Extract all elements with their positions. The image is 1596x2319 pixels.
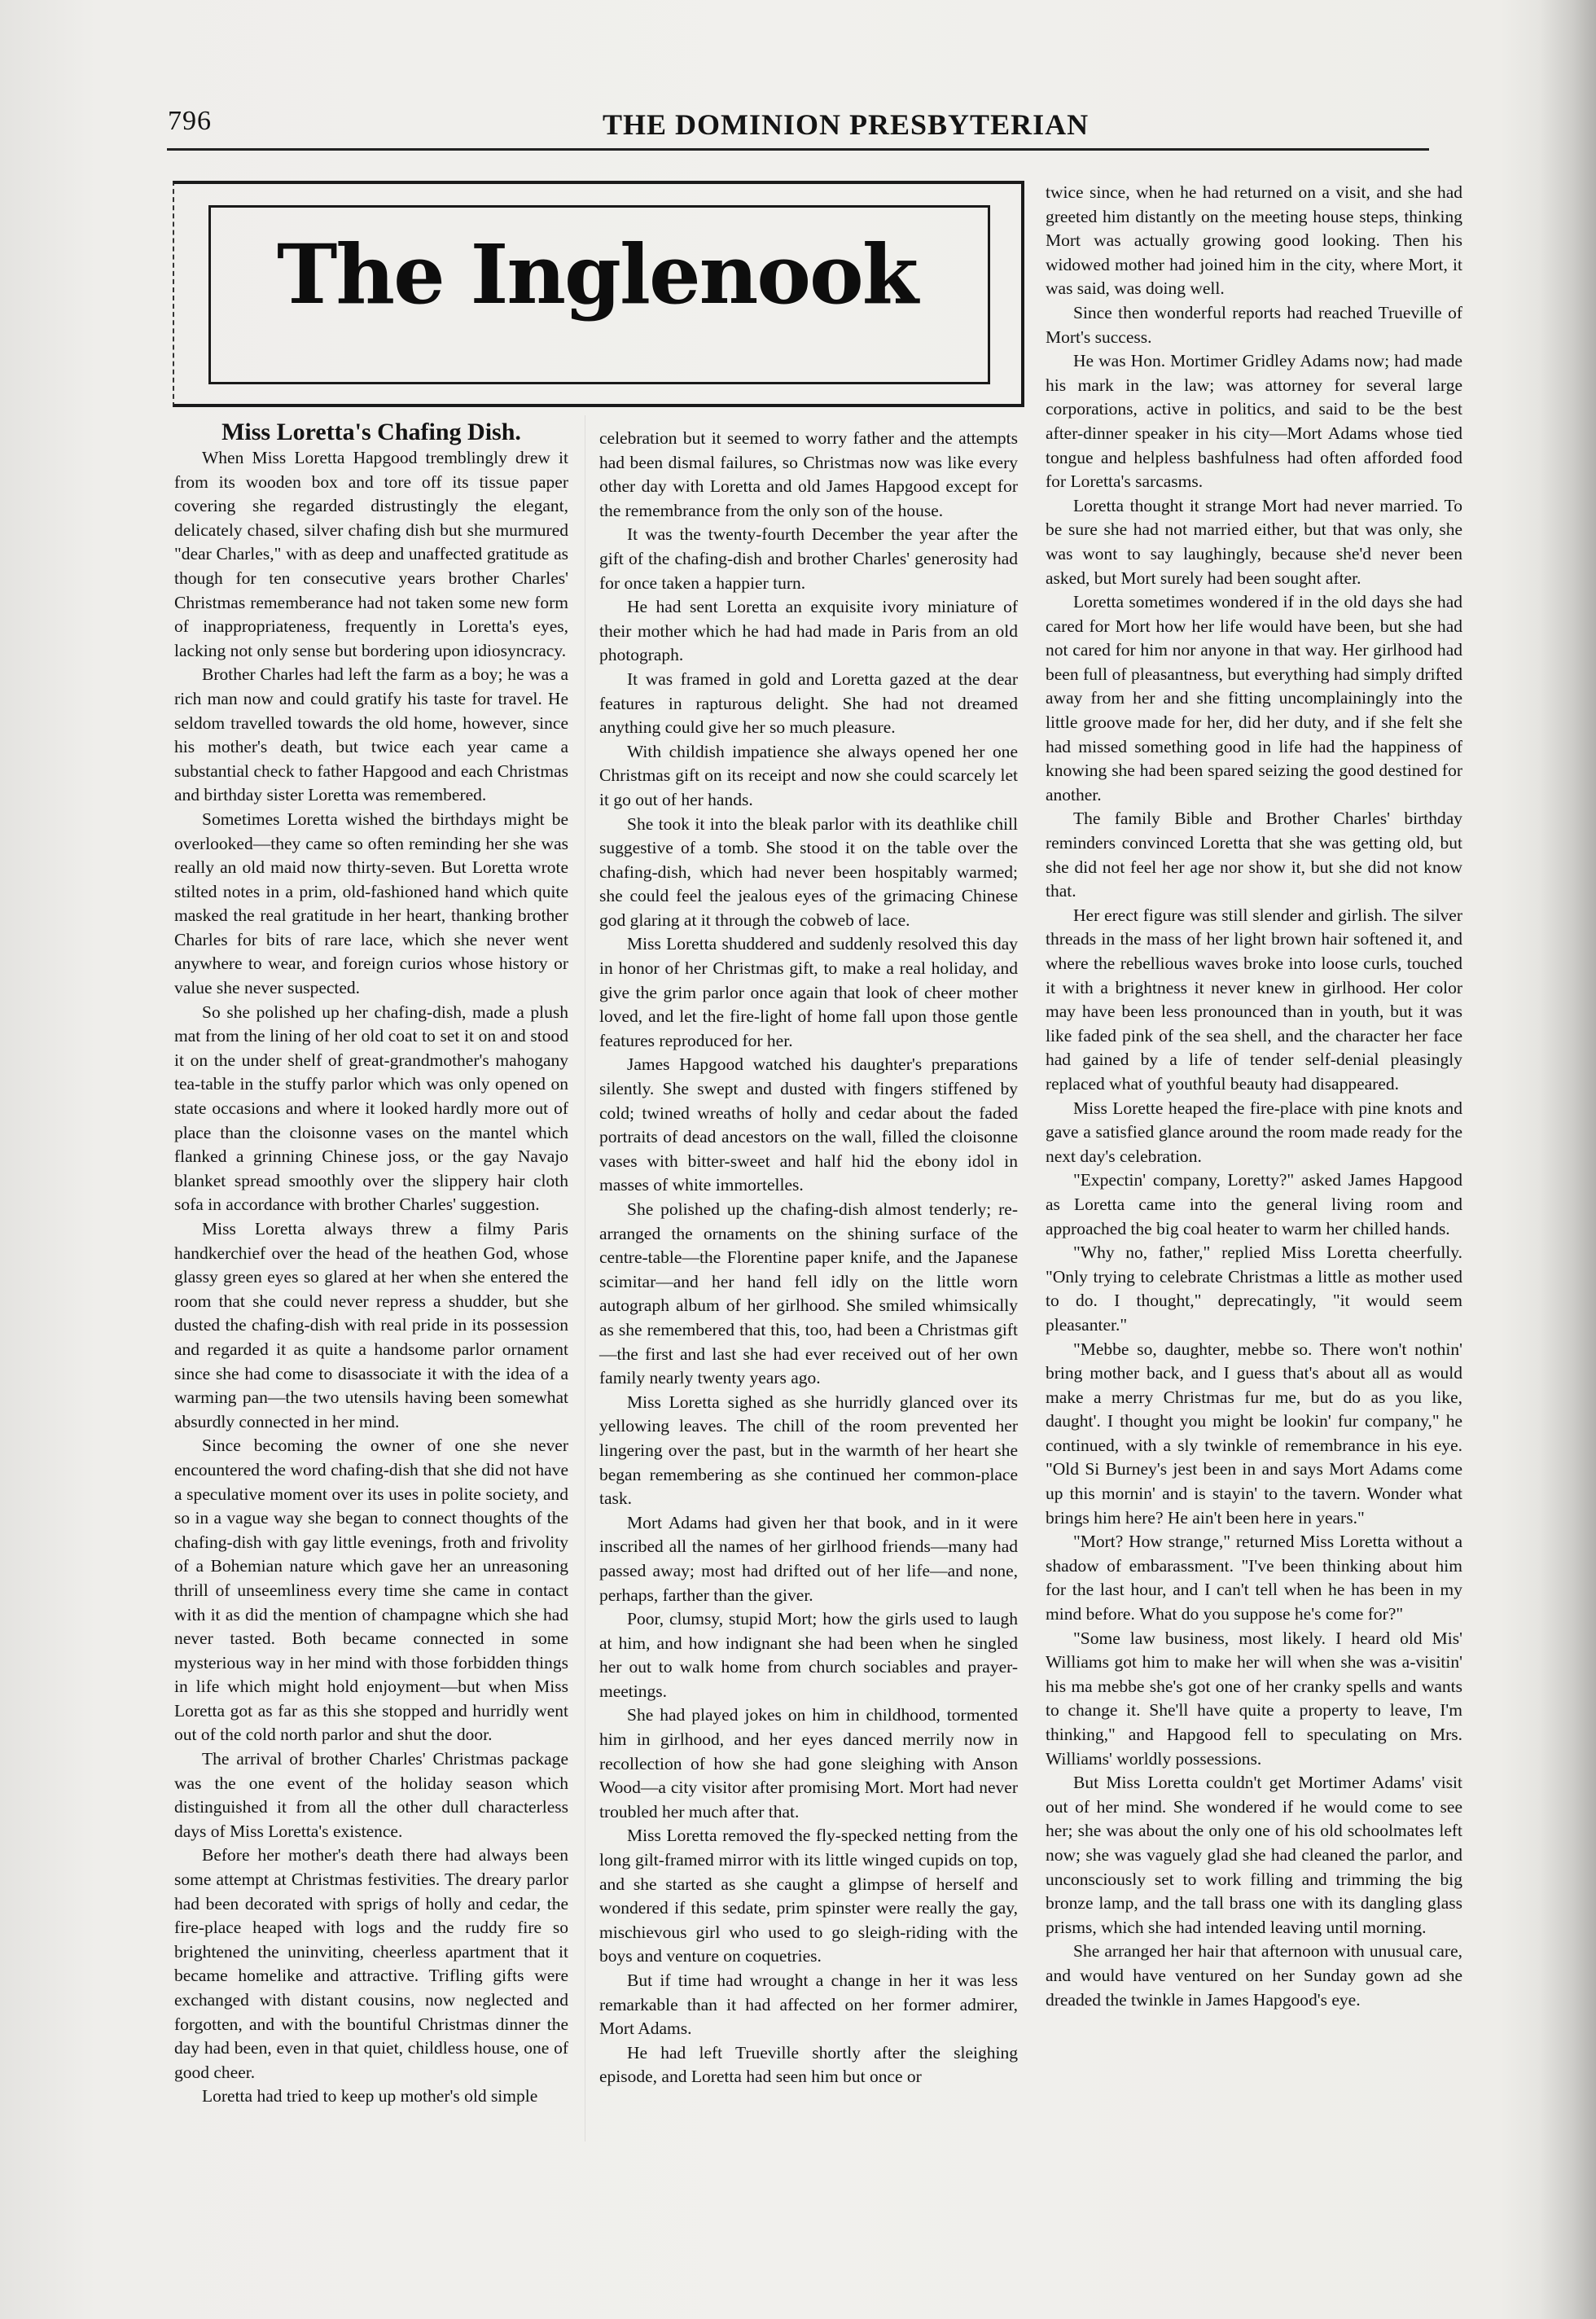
paragraph: Mort Adams had given her that book, and in it were inscribed all the names of her girlhood friends—many had passed away; most had drifted out of her life—and none, perhaps, farther than the giver. — [599, 1512, 1018, 1605]
paragraph: Her erect figure was still slender and girlish. The silver threads in the mass of her light brown hair softened it, and where the rebellious waves broke into loose curls, touched it with a brightness it never knew in girlhood. Her color may have been less pronounced than in youth, but it was like faded pink of the sea shell, and the character her face had gained by a life of tender self-denial pleasingly replaced what of youthful beauty had disappeared. — [1046, 905, 1462, 1094]
header-rule — [167, 148, 1429, 151]
paragraph: Miss Loretta removed the fly-specked netting from the long gilt-framed mirror with its little winged cupids on top, and she started as she caught a glimpse of herself and wondered if this sedate, prim spinster were really the gay, mischievous girl who used to go sleigh-riding with the boys and venture on coquetries. — [599, 1826, 1018, 1966]
paragraph: celebration but it seemed to worry father and the attempts had been dismal failures, so Christmas now was like every other day with Loretta and old James Hapgood except for the remembrance from the only son of the house. — [599, 428, 1018, 520]
paragraph: Loretta sometimes wondered if in the old days she had cared for Mort how her life would have been, but she had not cared for him nor anyone in that way. Her girlhood had been full of pleasantness, but everything had simply drifted away from her and she fitting uncomplainingly into the little groove made for her, did her duty, and if she felt she had missed something good in life had the happiness of knowing she had been spared seizing the good destined for another. — [1046, 592, 1462, 804]
paragraph: "Mebbe so, daughter, mebbe so. There won't nothin' bring mother back, and I guess that's about all as would make a merry Christmas fur me, but do as you like, daught'. I thought you might be lookin' fur company," he continued, with a sly twinkle of remembrance in his eye. "Old Si Burney's jest been in and says Mort Adams come up this mornin' and is stayin' to the tavern. Wonder what brings him here? He ain't been here in years." — [1046, 1339, 1462, 1528]
paragraph: Miss Loretta shuddered and suddenly resolved this day in honor of her Christmas gift, to make a real holiday, and give the grim parlor once again that look of cheer mother loved, and let the fire-light of home fall upon those gentle features reproduced for her. — [599, 934, 1018, 1050]
paragraph: So she polished up her chafing-dish, made a plush mat from the lining of her old coat to set it on and stood it on the under shelf of great-grandmother's mahogany tea-table in the stuffy parlor which was only opened on state occasions and where it looked hardly more out of place than the cloisonne vases on the mantel which flanked a grinning Chinese joss, or the gay Navajo blanket spread smoothly over the slippery hair cloth sofa in accordance with brother Charles' suggestion. — [174, 1002, 568, 1215]
paragraph: Loretta thought it strange Mort had never married. To be sure she had not married either, but that was only, she was wont to say laughingly, because she'd never been asked, but Mort surely had been sought after. — [1046, 495, 1462, 588]
paragraph: Brother Charles had left the farm as a boy; he was a rich man now and could gratify his taste for travel. He seldom travelled towards the old home, however, since his mother's death, but twice each year came a substantial check to father Hapgood and each Christmas and birthday sister Loretta was remembered. — [174, 664, 568, 805]
text-column-3 — [1046, 181, 1462, 2012]
paragraph: Since then wonderful reports had reached Trueville of Mort's success. — [1046, 302, 1462, 347]
section-title: The Inglenook — [277, 226, 917, 322]
paragraph: When Miss Loretta Hapgood tremblingly drew it from its wooden box and tore off its tissue paper covering she regarded distrustingly the elegant, delicately chased, silver chafing dish but she murmured "dear Charles," with as deep and unaffected gratitude as though for ten consecutive years brother Charles' Christmas rememberance had not taken some new form of inappropriateness, frequently in Loretta's eyes, lacking not only sense but bordering upon idiosyncracy. — [174, 448, 568, 660]
paragraph: He had sent Loretta an exquisite ivory miniature of their mother which he had had made in Paris from an old photograph. — [599, 597, 1018, 665]
paragraph: She had played jokes on him in childhood, tormented him in girlhood, and her eyes danced merrily now in recollection of how she had gone sleighing with Anson Wood—a city visitor after promising Mort. Mort had never troubled her much after that. — [599, 1705, 1018, 1821]
paragraph: She polished up the chafing-dish almost tenderly; re-arranged the ornaments on the shining surface of the centre-table—the Florentine paper knife, and the Japanese scimitar—and her hand fell idly on the little worn autograph album of her girlhood. She smiled whimsically as she remembered that this, too, had been a Christmas gift—the first and last she had ever received out of her own family nearly twenty years ago. — [599, 1199, 1018, 1388]
paragraph: Poor, clumsy, stupid Mort; how the girls used to laugh at him, and how indignant she had been when he singled her out to walk home from church sociables and prayer-meetings. — [599, 1609, 1018, 1701]
paragraph: Loretta had tried to keep up mother's old simple — [202, 2086, 538, 2106]
paragraph: James Hapgood watched his daughter's preparations silently. She swept and dusted with fingers stiffened by cold; twined wreaths of holly and cedar about the faded portraits of dead ancestors on the wall, filled the cloisonne vases with bitter-sweet and half hid the ebony idol in masses of white immortelles. — [599, 1054, 1018, 1195]
paragraph: She arranged her hair that afternoon with unusual care, and would have ventured on her Sunday gown ad she dreaded the twinkle in James Hapgood's eye. — [1046, 1941, 1462, 2010]
paragraph: He had left Trueville shortly after the sleighing episode, and Loretta had seen him but once or — [599, 2042, 1018, 2087]
text-column-2 — [599, 427, 1018, 2089]
page-number: 796 — [168, 106, 212, 136]
paragraph: It was framed in gold and Loretta gazed at the dear features in rapturous delight. She had not dreamed anything could give her so much pleasure. — [599, 669, 1018, 738]
paragraph: Before her mother's death there had always been some attempt at Christmas festivities. The dreary parlor had been decorated with sprigs of holly and cedar, the fire-place heaped with logs and the ruddy fire so brightened the uninviting, cheerless apartment that it became homelike and attractive. Trifling gifts were exchanged with distant cousins, now neglected and forgotten, and with the bountiful Christmas dinner the day had been, even in that quiet, childless house, one of good cheer. — [174, 1845, 568, 2082]
page-edge-shadow — [1539, 0, 1596, 2319]
paragraph: She took it into the bleak parlor with its deathlike chill suggestive of a tomb. She stood it on the table over the chafing-dish, which had never been hospitably warmed; she could feel the jealous eyes of the grimacing Chinese god glaring at it through the cobweb of lace. — [599, 813, 1018, 930]
paragraph: Sometimes Loretta wished the birthdays might be overlooked—they came so often reminding her she was really an old maid now thirty-seven. But Loretta wrote stilted notes in a prim, old-fashioned hand which quite masked the real gratitude in her heart, thanking brother Charles for bits of rare lace, which she never went anywhere to wear, and foreign curios whose history or value she never suspected. — [174, 809, 568, 998]
paragraph: Miss Loretta always threw a filmy Paris handkerchief over the head of the heathen God, whose glassy green eyes so glared at her when she entered the room that she could never repress a shudder, but she dusted the chafing-dish with real pride in its possession and regarded it as quite a handsome parlor ornament since she had come to disassociate it with the idea of a warming pan—the two utensils having been somewhat absurdly connected in her mind. — [174, 1219, 568, 1431]
paragraph: The arrival of brother Charles' Christmas package was the one event of the holiday season which distinguished it from all the other dull characterless days of Miss Loretta's existence. — [174, 1749, 568, 1841]
story-title: Miss Loretta's Chafing Dish. — [221, 419, 521, 445]
paragraph: Since becoming the owner of one she never encountered the word chafing-dish that she did not have a speculative moment over its uses in polite society, and so in a vague way she began to connect thoughts of the chafing-dish with gay little evenings, froth and frivolity of a Bohemian nature which gave her an unreasoning thrill of unseemliness every time she came in contact with it as did the mention of champagne which she had never tasted. Both became connected in some mysterious way in her mind with those forbidden things in life which might hold enjoyment—but when Miss Loretta got as far as this she stopped and hurridly went out of the cold north parlor and shut the door. — [174, 1436, 568, 1745]
paragraph: "Mort? How strange," returned Miss Loretta without a shadow of embarassment. "I've been thinking about him for the last hour, and I can't tell when he has been in my mind before. What do you suppose he's come for?" — [1046, 1532, 1462, 1624]
paragraph: "Some law business, most likely. I heard old Mis' Williams got him to make her will when she was a-visitin' his ma mebbe she's got one of her cranky spells and wants to change it. She'll have quite a property to leave, I'm thinking," and Hapgood fell to speculating on Mrs. Williams' worldly possessions. — [1046, 1628, 1462, 1769]
paragraph: But Miss Loretta couldn't get Mortimer Adams' visit out of her mind. She wondered if he would come to see her; she was about the only one of his old schoolmates left now; she was vaguely glad she had cleaned the parlor, and unconsciously set to work filling and trimming the big bronze lamp, and the tall brass one with its dangling glass prisms, which she had intended leaving until morning. — [1046, 1773, 1462, 1937]
paragraph: But if time had wrought a change in her it was less remarkable than it had affected on her former admirer, Mort Adams. — [599, 1970, 1018, 2039]
publication-title: THE DOMINION PRESBYTERIAN — [603, 108, 1090, 141]
paragraph: "Expectin' company, Loretty?" asked James Hapgood as Loretta came into the general living room and approached the big coal heater to warm her chilled hands. — [1046, 1170, 1462, 1238]
paragraph: He was Hon. Mortimer Gridley Adams now; had made his mark in the law; was attorney for several large corporations, active in politics, and said to be the best after-dinner speaker in his city—Mort Adams whose tied tongue and helpless bashfulness had often afforded food for Loretta's sarcasms. — [1046, 351, 1462, 492]
paragraph: Miss Lorette heaped the fire-place with pine knots and gave a satisfied glance around the room made ready for the next day's celebration. — [1046, 1098, 1462, 1166]
text-column-1 — [174, 446, 568, 2109]
paragraph: The family Bible and Brother Charles' birthday reminders convinced Loretta that she was getting old, but she did not feel her age nor show it, but she did not know that. — [1046, 809, 1462, 901]
paragraph: It was the twenty-fourth December the year after the gift of the chafing-dish and brother Charles' generosity had for once taken a happier turn. — [599, 524, 1018, 593]
paragraph: With childish impatience she always opened her one Christmas gift on its receipt and now she could scarcely let it go out of her hands. — [599, 741, 1018, 809]
paragraph: "Why no, father," replied Miss Loretta cheerfully. "Only trying to celebrate Christmas a little as mother used to do. I thought," deprecatingly, "it would seem pleasanter." — [1046, 1243, 1462, 1335]
paragraph: Miss Loretta sighed as she hurridly glanced over its yellowing leaves. The chill of the room prevented her lingering over the past, but in the warmth of her heart she began remembering as she continued her common-place task. — [599, 1392, 1018, 1509]
paragraph: twice since, when he had returned on a visit, and she had greeted him distantly on the meeting house steps, thinking Mort was actually growing good looking. Then his widowed mother had joined him in the city, where Mort, it was said, was doing well. — [1046, 182, 1462, 299]
